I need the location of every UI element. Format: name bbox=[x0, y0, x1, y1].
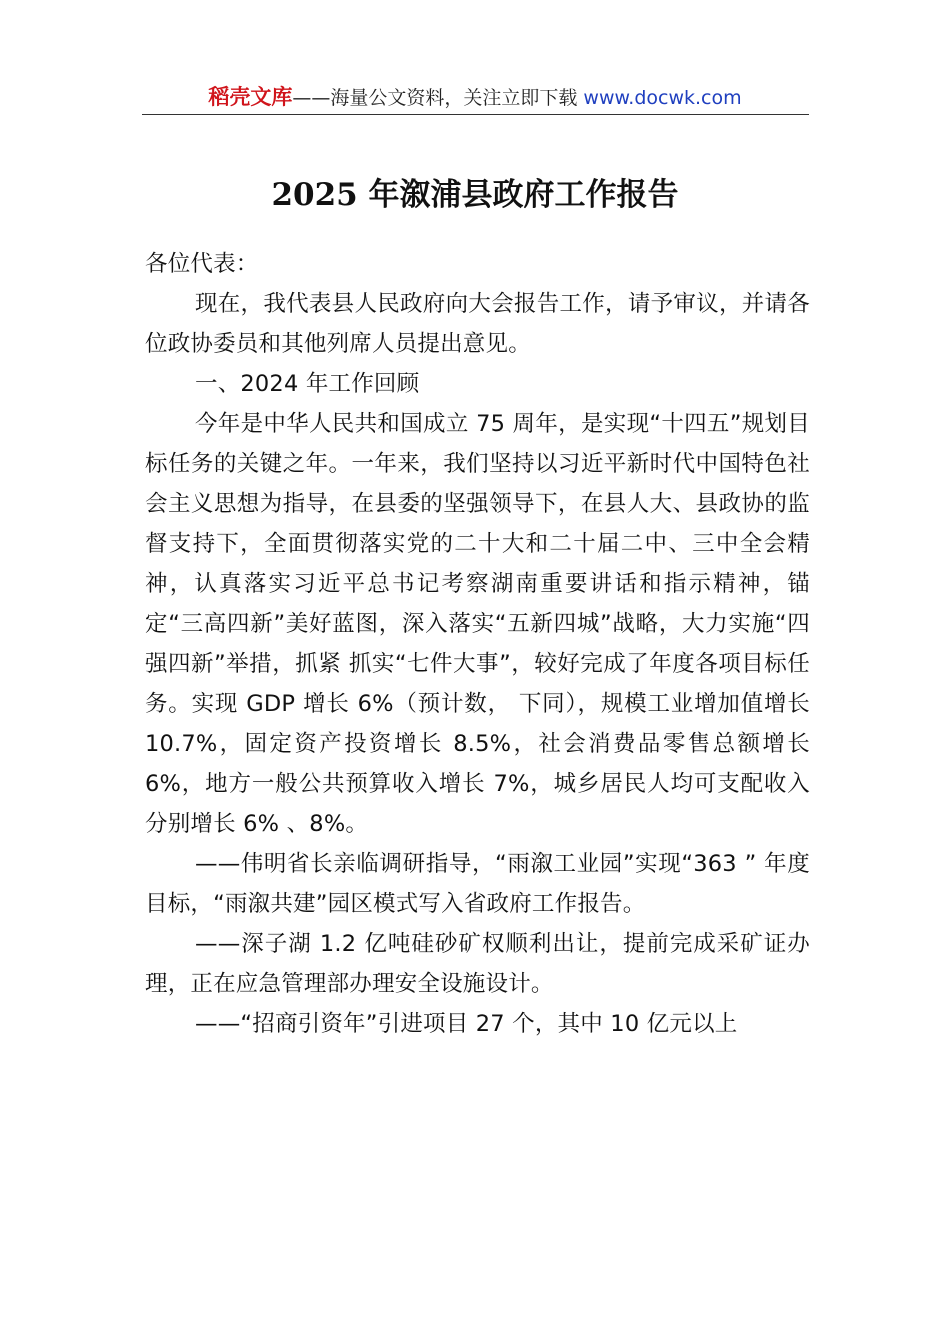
paragraph-highlight: ——“招商引资年”引进项目 27 个，其中 10 亿元以上 bbox=[195, 1011, 738, 1037]
salutation: 各位代表： bbox=[145, 251, 259, 277]
paragraph-review: 今年是中华人民共和国成立 75 周年，是实现“十四五”规划目标任务的关键之年。一年来，我们坚持以习近平新时代中国特色社会主义思想为指导，在县委的坚强领导下，在县人大、县政协的监督支持下，全面贯彻落实党的二十大和二十届二中、三中全会精神，认真落实习近平总书记考察湖南重要讲话和指示精神，锚定“三高四新”美好蓝图，深入落实“五新四城”战略，大力实施“四强四新”举措，抓紧 抓实“七件大事”，较好完成了年度各项目标任务。实现 GDP 增长 6%（预计数， 下同），规模工业增加值增长 10.7%，固定资产投资增长 8.5%，社会消费品零售总额增长 6%，地方一般公共预算收入增长 7%，城乡居民人均可支配收入分别增长 6% 、8%。 bbox=[145, 411, 810, 837]
paragraph-intro: 现在，我代表县人民政府向大会报告工作，请予审议，并请各位政协委员和其他列席人员提出意见。 bbox=[145, 291, 810, 357]
section-heading: 一、2024 年工作回顾 bbox=[195, 371, 420, 397]
paragraph-highlight: ——深子湖 1.2 亿吨硅砂矿权顺利出让，提前完成采矿证办理，正在应急管理部办理安全设施设计。 bbox=[145, 931, 810, 997]
header-divider bbox=[142, 114, 809, 115]
paragraph-highlight: ——伟明省长亲临调研指导，“雨溆工业园”实现“363 ” 年度目标，“雨溆共建”园区模式写入省政府工作报告。 bbox=[145, 851, 810, 917]
site-header bbox=[0, 84, 950, 111]
document-body bbox=[145, 244, 810, 1044]
brand-name: 稻壳文库 bbox=[208, 85, 293, 109]
header-url-link[interactable]: www.docwk.com bbox=[583, 87, 742, 109]
header-tagline: ——海量公文资料，关注立即下载 bbox=[292, 87, 584, 109]
document-title: 2025 年溆浦县政府工作报告 bbox=[271, 176, 679, 213]
